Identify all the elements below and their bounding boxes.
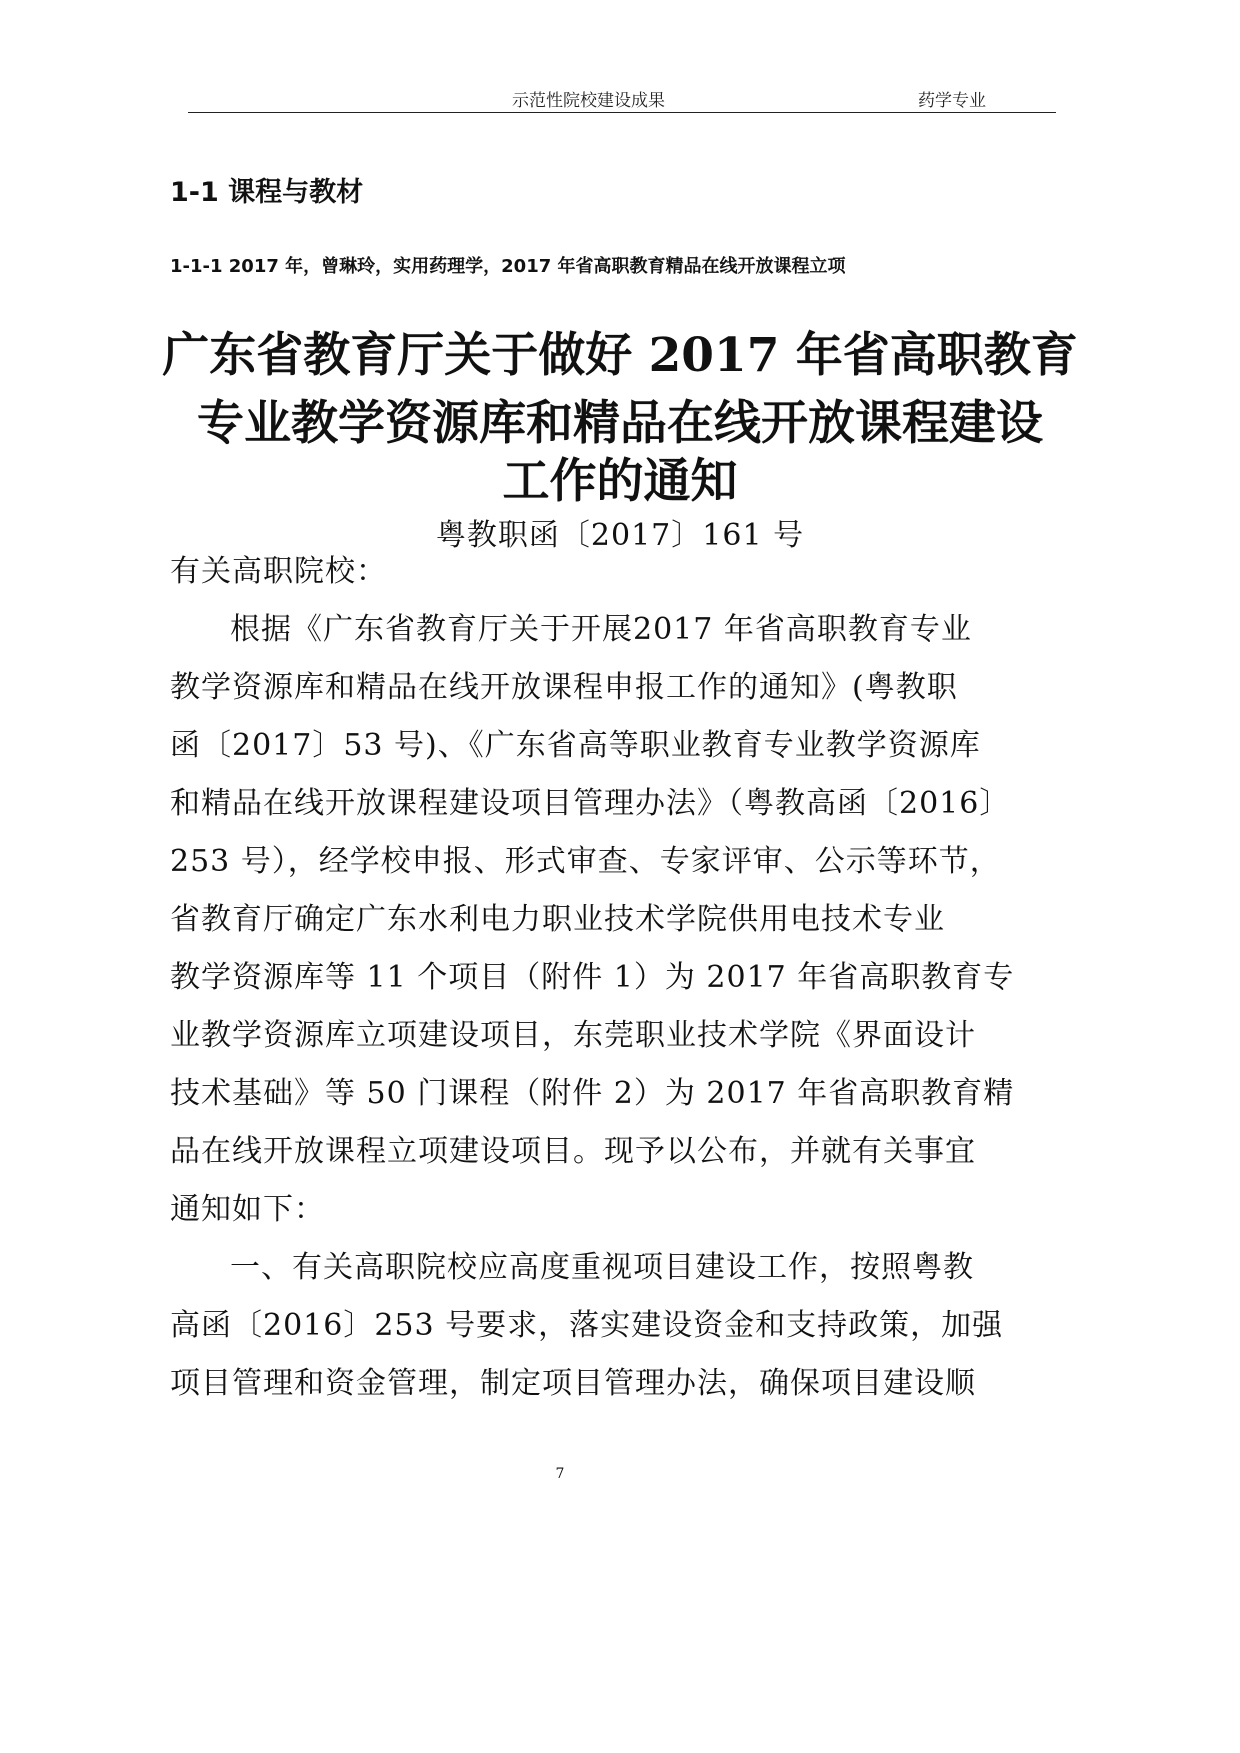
body-line-2: 教学资源库和精品在线开放课程申报工作的通知》(粤教职	[170, 670, 958, 705]
body-line-5: 253 号），经学校申报、形式审查、专家评审、公示等环节，	[170, 844, 1001, 879]
body-line-6: 省教育厅确定广东水利电力职业技术学院供用电技术专业	[170, 902, 945, 937]
section-heading: 1-1 课程与教材	[170, 177, 364, 208]
body-line-1: 根据《广东省教育厅关于开展2017 年省高职教育专业	[230, 612, 972, 647]
body-line-12: 一、有关高职院校应高度重视项目建设工作，按照粤教	[230, 1250, 974, 1285]
body-line-9: 技术基础》等 50 门课程（附件 2）为 2017 年省高职教育精	[170, 1076, 1015, 1111]
body-line-7: 教学资源库等 11 个项目（附件 1）为 2017 年省高职教育专	[170, 960, 1015, 995]
header-rule	[188, 112, 1056, 113]
doc-title-line-2: 专业教学资源库和精品在线开放课程建设	[197, 396, 1043, 451]
body-line-10: 品在线开放课程立项建设项目。现予以公布，并就有关事宜	[170, 1134, 976, 1169]
body-line-8: 业教学资源库立项建设项目，东莞职业技术学院《界面设计	[170, 1018, 976, 1053]
doc-title-line-3: 工作的通知	[502, 454, 738, 509]
page-number: 7	[555, 1466, 565, 1482]
body-line-14: 项目管理和资金管理，制定项目管理办法，确保项目建设顺	[170, 1366, 976, 1401]
doc-number: 粤教职函〔2017〕161 号	[435, 518, 805, 553]
salutation: 有关高职院校：	[170, 554, 387, 589]
doc-title-line-1: 广东省教育厅关于做好 2017 年省高职教育	[162, 328, 1078, 383]
running-header-right: 药学专业	[918, 91, 986, 111]
body-line-13: 高函〔2016〕253 号要求，落实建设资金和支持政策，加强	[170, 1308, 1004, 1343]
subsection-heading: 1-1-1 2017 年，曾琳玲，实用药理学，2017 年省高职教育精品在线开放课程立项	[170, 256, 846, 277]
running-header-center: 示范性院校建设成果	[512, 91, 665, 111]
body-line-4: 和精品在线开放课程建设项目管理办法》（粤教高函〔2016〕	[170, 786, 1011, 821]
body-line-11: 通知如下：	[170, 1192, 325, 1227]
body-line-3: 函〔2017〕53 号)、《广东省高等职业教育专业教学资源库	[170, 728, 981, 763]
